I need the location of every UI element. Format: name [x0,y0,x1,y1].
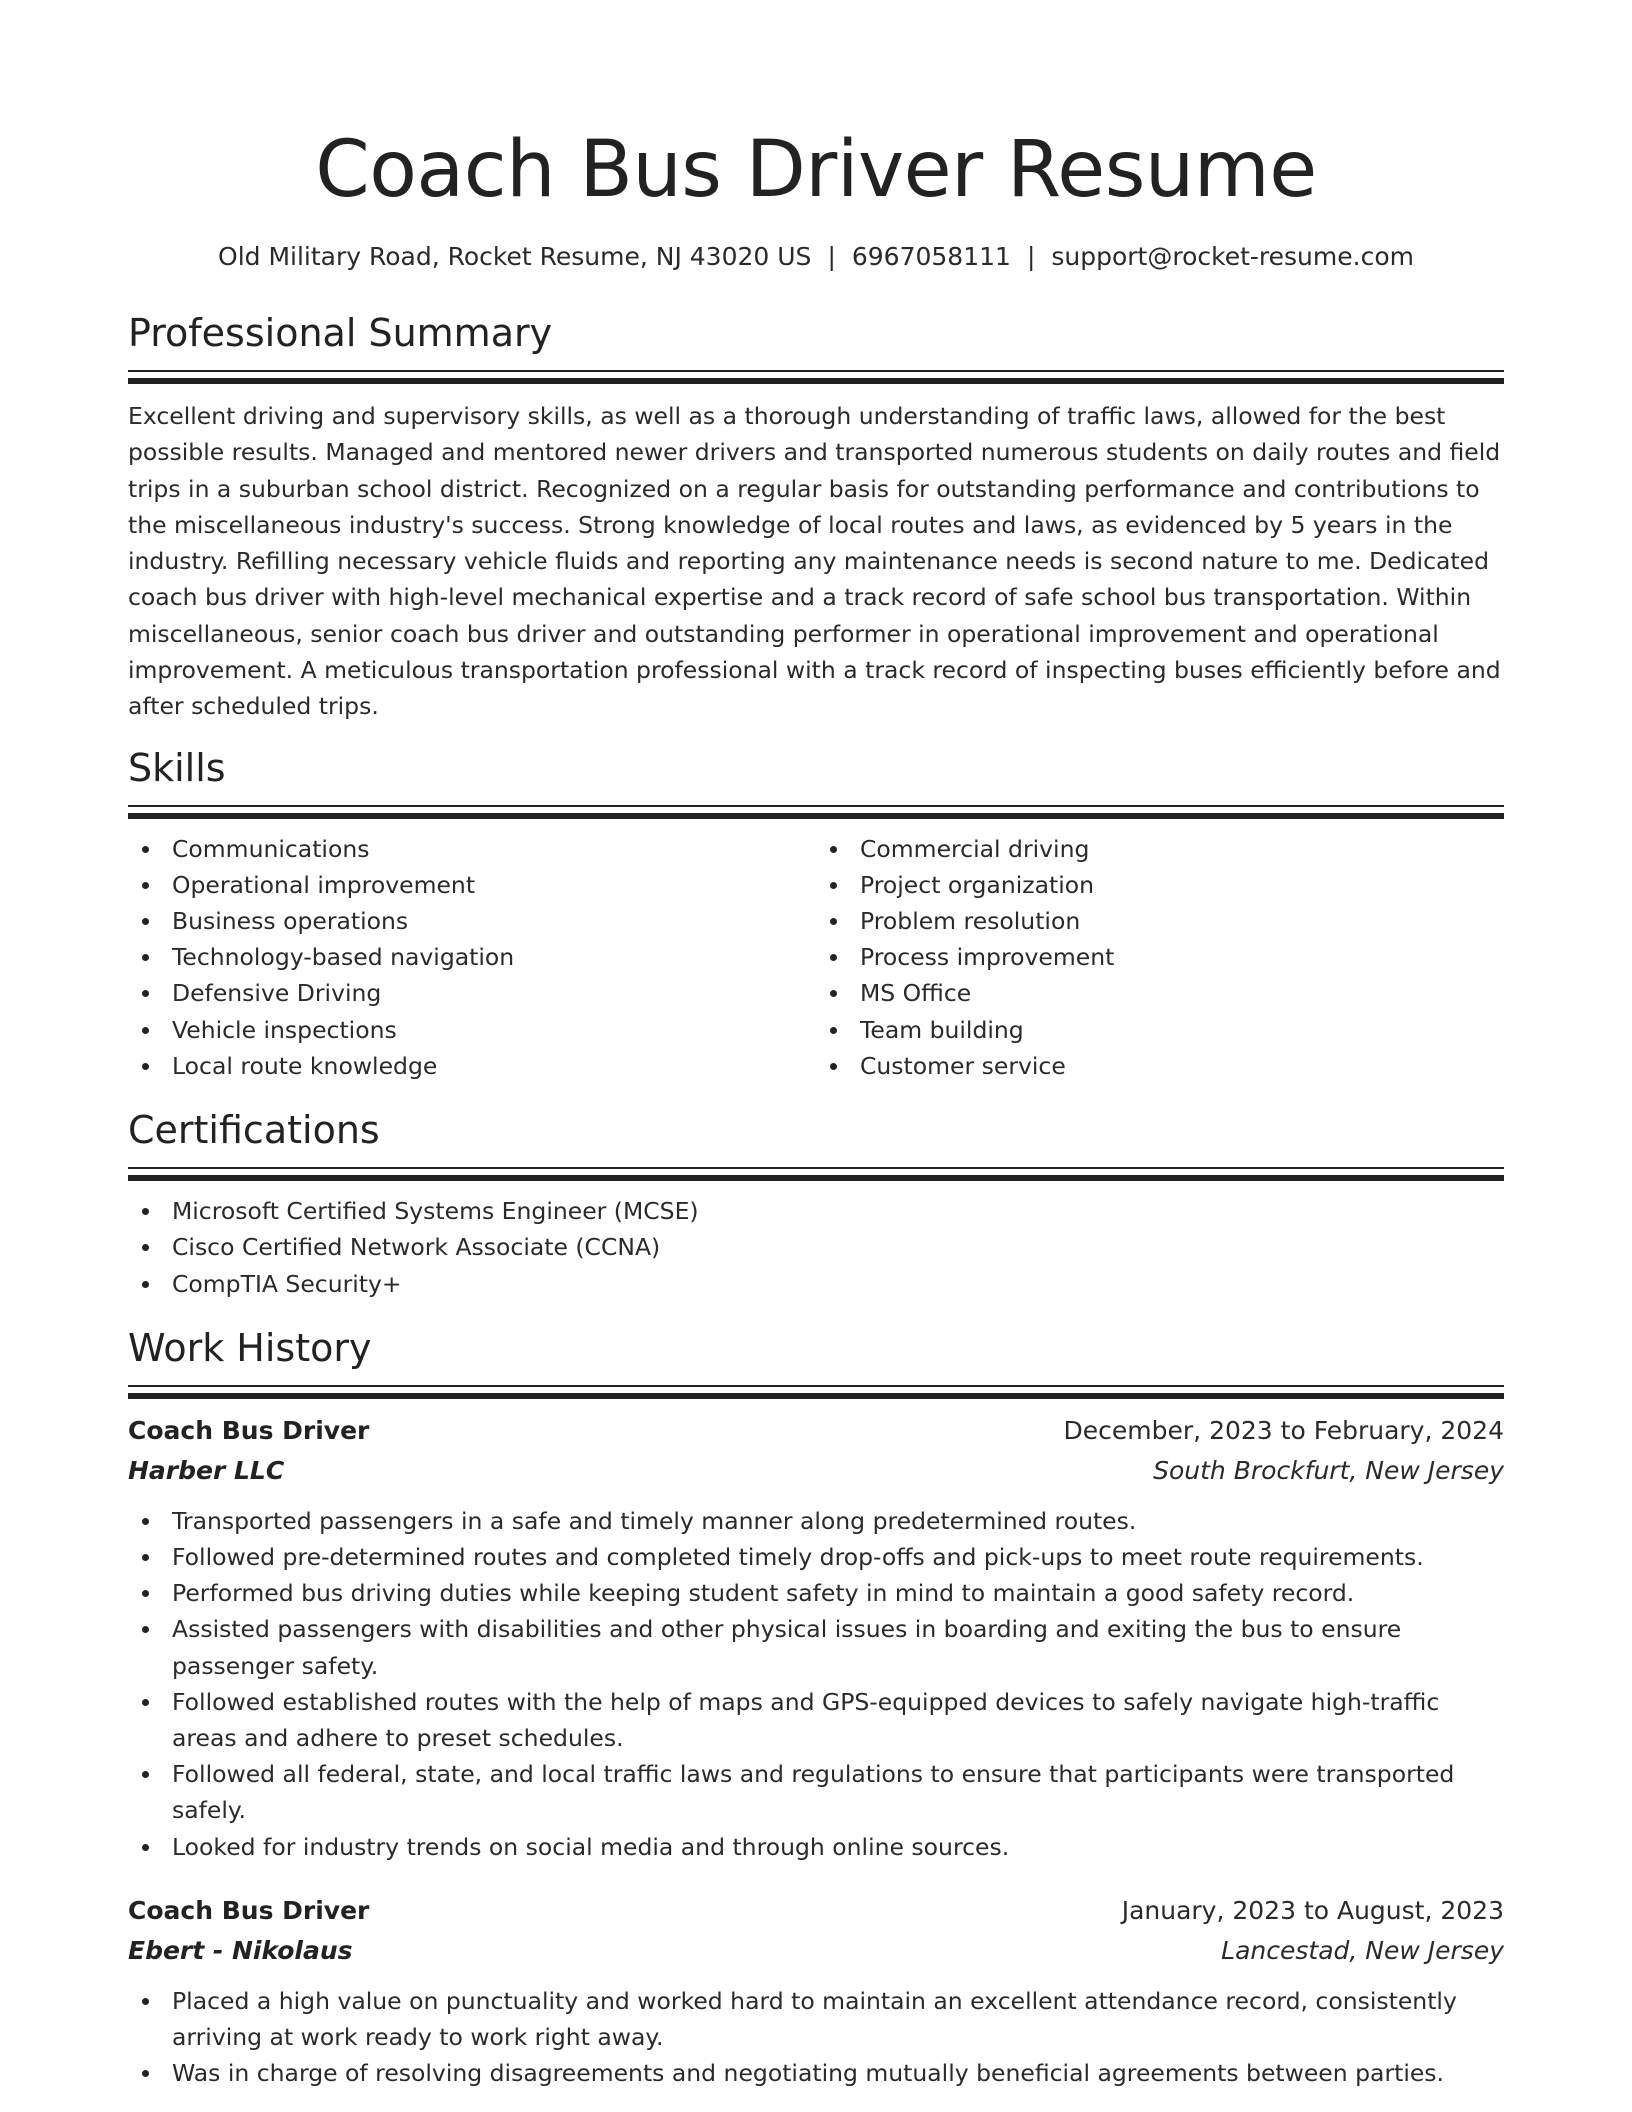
job-title: Coach Bus Driver [128,1895,370,1925]
job-bullet: Transported passengers in a safe and timely manner along predetermined routes. [128,1503,1504,1539]
job-bullet: Was in charge of resolving disagreements and negotiating mutually beneficial agreements between parties. [128,2055,1504,2091]
skill-item: Problem resolution [816,903,1504,939]
skills-section [128,743,1504,1084]
summary-section [128,308,1504,725]
skill-item: Commercial driving [816,831,1504,867]
job-bullets [128,1983,1504,2092]
job-header-row [128,1411,1504,1451]
job-dates: January, 2023 to August, 2023 [1121,1895,1504,1925]
skills-list-left [128,831,816,1084]
job-entry [128,1891,1504,2092]
job-entry [128,1411,1504,1865]
job-bullet: Looked for industry trends on social media and through online sources. [128,1829,1504,1865]
contact-email: support@rocket-resume.com [1051,242,1414,271]
section-heading-work-history: Work History [128,1325,372,1370]
job-header-row [128,1891,1504,1931]
skill-item: Technology-based navigation [128,939,816,975]
resume-page [0,122,1632,2112]
jobs-list [128,1411,1504,2092]
section-heading-certifications: Certifications [128,1108,380,1153]
section-heading-skills: Skills [128,745,226,790]
skill-item: Business operations [128,903,816,939]
job-bullet: Assisted passengers with disabilities and other physical issues in boarding and exiting the bus to ensure passenger safety. [128,1611,1504,1683]
certifications-list [128,1193,1504,1302]
section-divider [128,805,1504,821]
section-divider [128,1385,1504,1401]
job-company: Ebert - Nikolaus [128,1935,353,1965]
skill-item: Vehicle inspections [128,1012,816,1048]
summary-text: Excellent driving and supervisory skills, as well as a thorough understanding of traffic laws, allowed for the best possible results. Managed and mentored newer drivers and transported numerous students on daily routes and field trips in a suburban school district. Recognized on a regular basis for outstanding performance and contributions to the miscellaneous industry's success. Strong knowledge of local routes and laws, as evidenced by 5 years in the industry. Refilling necessary vehicle fluids and reporting any maintenance needs is second nature to me. Dedicated coach bus driver with high-level mechanical expertise and a track record of safe school bus transportation. Within miscellaneous, senior coach bus driver and outstanding performer in operational improvement and operational improvement. A meticulous transportation professional with a track record of inspecting buses efficiently before and after scheduled trips. [128,402,1501,721]
job-bullet: Placed a high value on punctuality and worked hard to maintain an excellent attendance record, consistently arriving at work ready to work right away. [128,1983,1504,2055]
skill-item: MS Office [816,975,1504,1011]
section-divider [128,370,1504,386]
skill-item: Customer service [816,1048,1504,1084]
skills-list-right [816,831,1504,1084]
job-title: Coach Bus Driver [128,1415,370,1445]
contact-phone: 6967058111 [851,242,1011,271]
job-bullet: Followed established routes with the help of maps and GPS-equipped devices to safely navigate high-traffic areas and adhere to preset schedules. [128,1684,1504,1756]
skill-item: Operational improvement [128,867,816,903]
resume-title: Coach Bus Driver Resume [315,125,1317,215]
certification-item: CompTIA Security+ [128,1266,1504,1302]
certification-item: Microsoft Certified Systems Engineer (MCSE) [128,1193,1504,1229]
job-location: South Brockfurt, New Jersey [1153,1455,1504,1485]
skill-item: Defensive Driving [128,975,816,1011]
contact-line [128,240,1504,274]
contact-address: Old Military Road, Rocket Resume, NJ 43020 US [218,242,812,271]
job-bullet: Performed bus driving duties while keeping student safety in mind to maintain a good safety record. [128,1575,1504,1611]
job-dates: December, 2023 to February, 2024 [1063,1415,1504,1445]
job-bullet: Followed all federal, state, and local traffic laws and regulations to ensure that participants were transported safely. [128,1756,1504,1828]
certification-item: Cisco Certified Network Associate (CCNA) [128,1229,1504,1265]
section-divider [128,1167,1504,1183]
job-bullets [128,1503,1504,1865]
contact-separator: | [827,242,836,271]
job-company: Harber LLC [128,1455,285,1485]
job-company-row [128,1451,1504,1491]
skill-item: Process improvement [816,939,1504,975]
certifications-section [128,1105,1504,1302]
skills-columns [128,831,1504,1084]
section-heading-summary: Professional Summary [128,311,553,355]
skill-item: Project organization [816,867,1504,903]
work-history-section [128,1323,1504,2092]
skill-item: Local route knowledge [128,1048,816,1084]
skill-item: Communications [128,831,816,867]
job-company-row [128,1931,1504,1971]
job-location: Lancestad, New Jersey [1221,1935,1504,1965]
skill-item: Team building [816,1012,1504,1048]
contact-separator: | [1026,242,1036,271]
job-bullet: Followed pre-determined routes and completed timely drop-offs and pick-ups to meet route requirements. [128,1539,1504,1575]
